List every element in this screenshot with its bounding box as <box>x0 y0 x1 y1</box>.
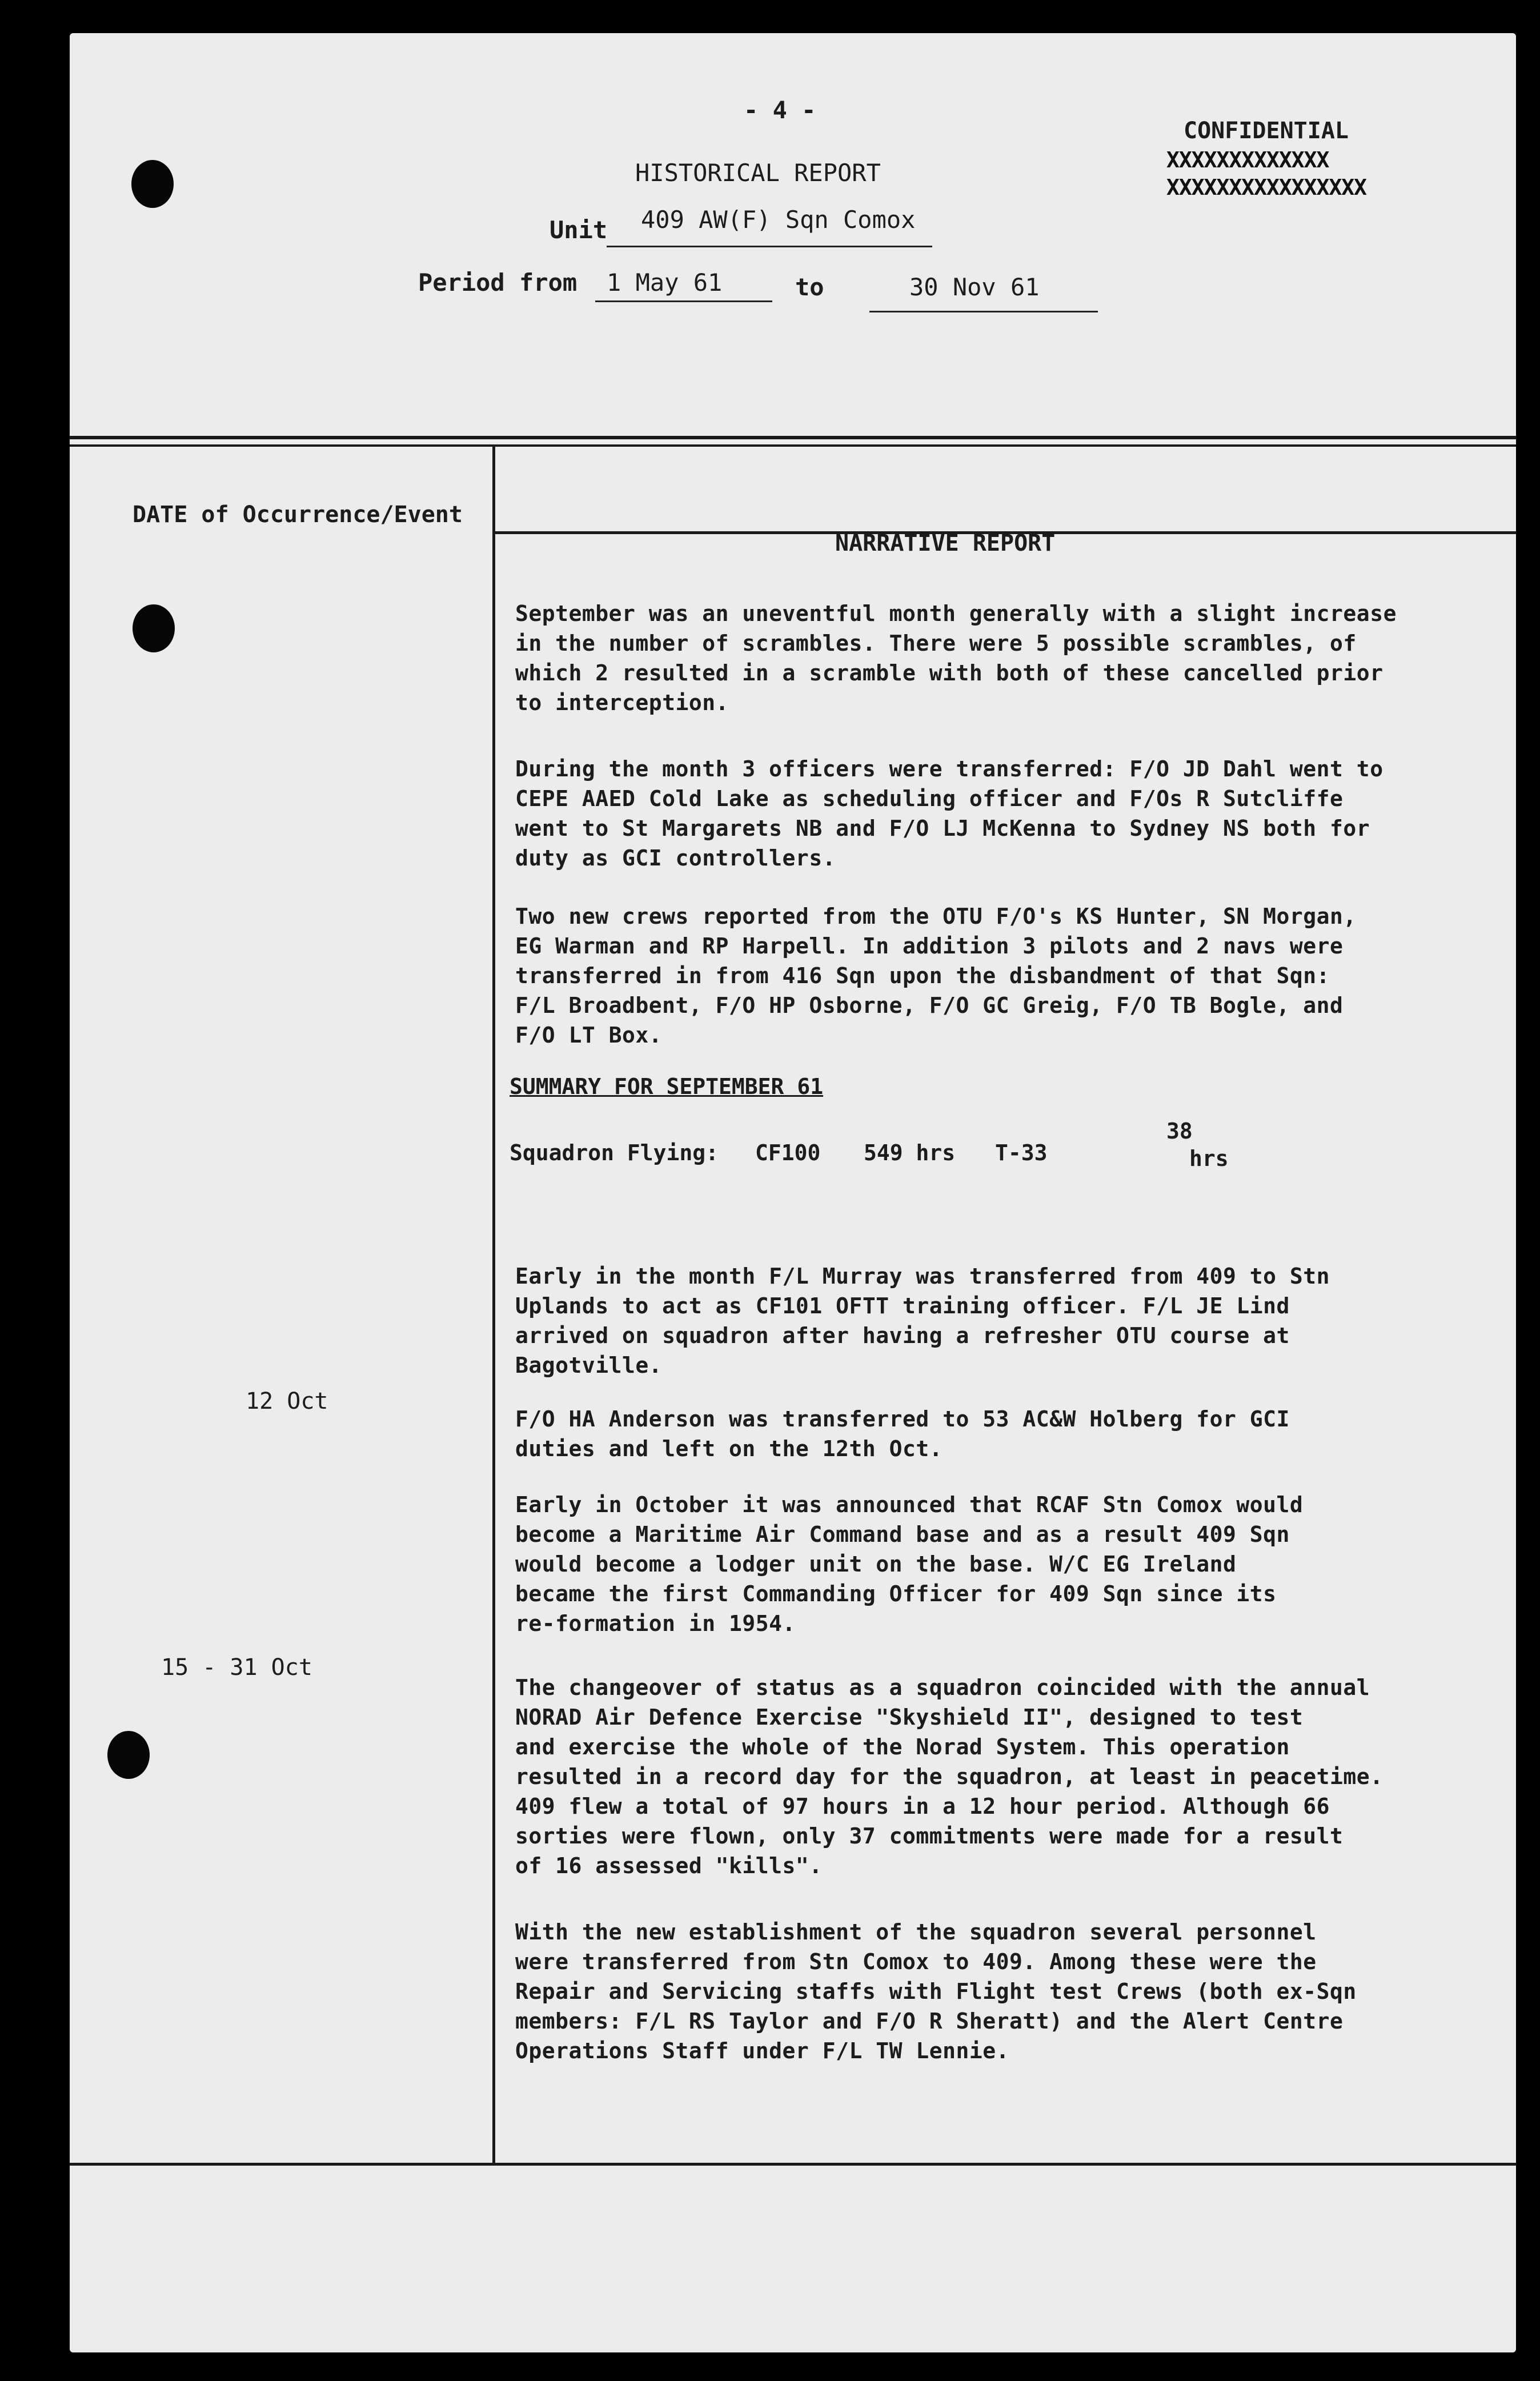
page-number: - 4 - <box>744 96 816 124</box>
period-to: 30 Nov 61 <box>909 273 1040 301</box>
narrative-paragraph: F/O HA Anderson was transferred to 53 AC&W Holberg for GCI duties and left on the 12th Oct. <box>515 1406 1290 1461</box>
narrative-paragraph: During the month 3 officers were transferred: F/O JD Dahl went to CEPE AAED Cold Lake as scheduling officer and F/Os R Sutcliffe went to St Margarets NB and F/O LJ McKenna to Sydney NS both for duty as GCI controllers. <box>515 756 1383 871</box>
period-label: Period from <box>418 268 578 296</box>
table-top-rule <box>70 436 1516 439</box>
narrative-paragraph: The changeover of status as a squadron coincided with the annual NORAD Air Defence Exercise "Skyshield II", designed to test and exercise the whole of the Norad System. This operation resulted in a record day for the squadron, at least in peacetime. 409 flew a total of 97 hours in a 12 hour period. Although 66 sorties were flown, only 37 commitments were made for a result of 16 assessed "kills". <box>515 1675 1383 1878</box>
narrative-paragraph: Two new crews reported from the OTU F/O's KS Hunter, SN Morgan, EG Warman and RP Harpell. In addition 3 pilots and 2 navs were transferred in from 416 Sqn upon the disbandment of that Sqn: F/L Broadbent, F/O HP Osborne, F/O GC Greig, F/O TB Bogle, and F/O LT Box. <box>515 904 1357 1048</box>
period-to-label: to <box>795 273 824 301</box>
flying-t33-type: T-33 <box>995 1140 1048 1165</box>
narrative-paragraph: Early in October it was announced that RCAF Stn Comox would become a Maritime Air Command base and as a result 409 Sqn would become a lodger unit on the base. W/C EG Ireland became the first Commanding Officer for 409 Sqn since its re-formation in 1954. <box>515 1492 1304 1636</box>
date-entry: 15 - 31 Oct <box>161 1654 312 1681</box>
period-from-underline <box>595 300 772 302</box>
table-bottom-rule <box>70 2163 1516 2166</box>
narrative-column-header: NARRATIVE REPORT <box>835 530 1056 556</box>
struck-out-line-2: XXXXXXXXXXXXXXXX <box>1166 175 1367 200</box>
document-page <box>70 33 1516 2352</box>
unit-underline <box>607 246 932 247</box>
unit-label: Unit <box>550 216 608 244</box>
flying-t33-hours: 38 <box>1166 1119 1193 1144</box>
column-divider <box>492 446 495 2165</box>
unit-value: 409 AW(F) Sqn Comox <box>641 206 916 234</box>
narrative-paragraph: September was an uneventful month generally with a slight increase in the number of scrambles. There were 5 possible scrambles, of which 2 resulted in a scramble with both of these cancelled prior to interception. <box>515 601 1397 715</box>
binder-hole-top <box>131 160 174 208</box>
flying-t33-unit: hrs <box>1189 1146 1229 1171</box>
report-title: HISTORICAL REPORT <box>635 159 881 187</box>
date-entry: 12 Oct <box>246 1388 328 1414</box>
narrative-paragraph: With the new establishment of the squadron several personnel were transferred from Stn Comox to 409. Among these were the Repair and Servicing staffs with Flight test Crews (both ex-Sqn members: F/L RS Taylor and F/O R Sheratt) and the Alert Centre Operations Staff under F/L TW Lennie. <box>515 1919 1357 2063</box>
period-to-underline <box>869 311 1098 312</box>
flying-label: Squadron Flying: <box>510 1140 719 1165</box>
struck-out-line-1: XXXXXXXXXXXXX <box>1166 147 1329 173</box>
flying-cf100-type: CF100 <box>755 1140 821 1165</box>
table-top-rule-2 <box>70 444 1516 447</box>
classification-stamp: CONFIDENTIAL <box>1184 118 1349 144</box>
summary-title: SUMMARY FOR SEPTEMBER 61 <box>510 1074 824 1099</box>
period-from: 1 May 61 <box>607 268 723 296</box>
binder-hole-middle <box>133 604 175 652</box>
flying-cf100-hours: 549 hrs <box>864 1140 956 1165</box>
date-column-header: DATE of Occurrence/Event <box>133 502 463 528</box>
binder-hole-bottom <box>107 1731 150 1779</box>
narrative-paragraph: Early in the month F/L Murray was transferred from 409 to Stn Uplands to act as CF101 OFTT training officer. F/L JE Lind arrived on squadron after having a refresher OTU course at Bagotville. <box>515 1264 1330 1378</box>
